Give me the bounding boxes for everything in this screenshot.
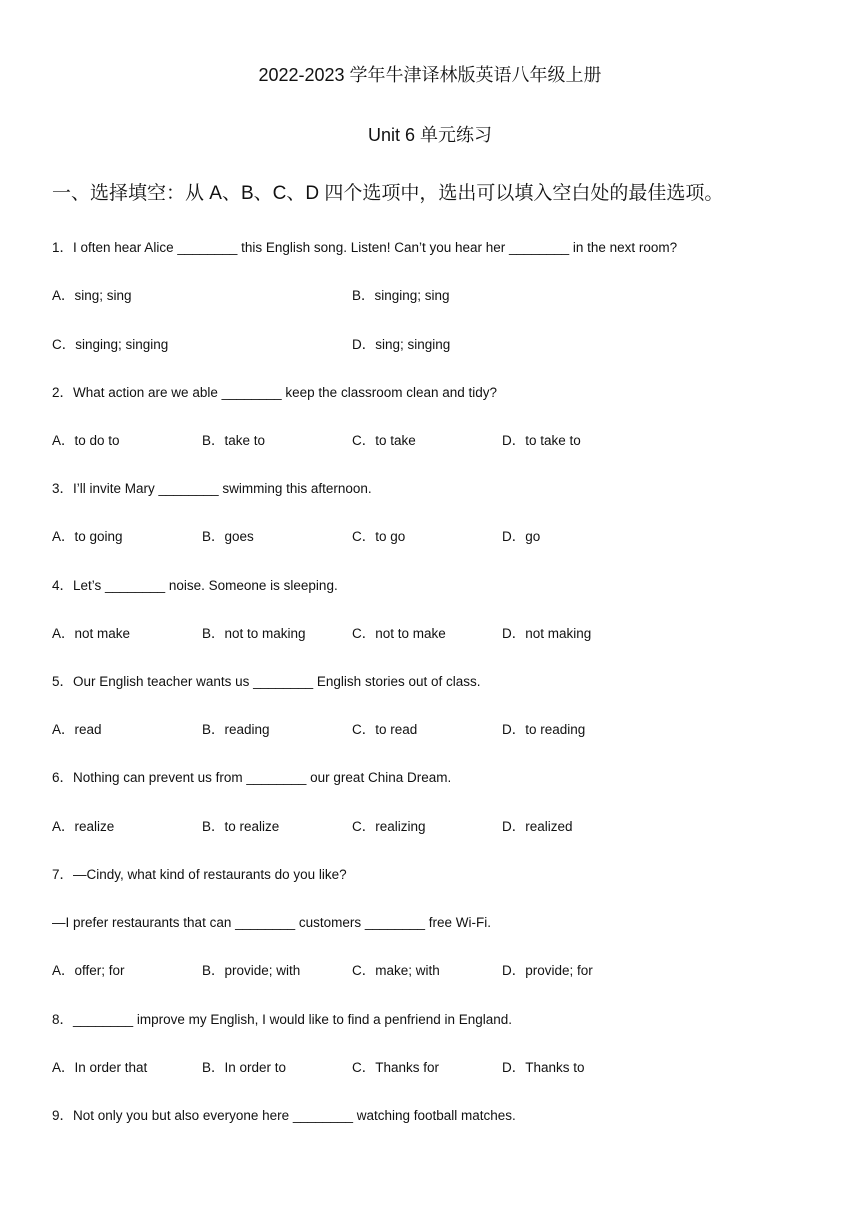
question-7-option-c: C．make; with [352, 963, 440, 978]
question-7-stem-reply: —I prefer restaurants that can ________ customers ________ free Wi-Fi. [52, 915, 491, 930]
question-2-option-a: A．to do to [52, 433, 120, 448]
question-6-stem: 6．Nothing can prevent us from ________ our great China Dream. [52, 770, 452, 785]
question-3-stem: 3．I’ll invite Mary ________ swimming this afternoon. [52, 481, 372, 496]
question-8-option-d: D．Thanks to [502, 1060, 585, 1075]
document-subtitle: Unit 6 单元练习 [367, 125, 493, 145]
question-7-option-d: D．provide; for [502, 963, 593, 978]
question-5-option-d: D．to reading [502, 722, 586, 737]
question-4-stem: 4．Let’s ________ noise. Someone is sleeping. [52, 578, 338, 593]
question-3-option-b: B．goes [202, 529, 254, 544]
question-1-stem: 1．I often hear Alice ________ this English song. Listen! Can’t you hear her ________ in the next room? [52, 240, 678, 255]
question-3-option-c: C．to go [352, 529, 406, 544]
question-2-stem: 2．What action are we able ________ keep the classroom clean and tidy? [52, 385, 498, 400]
question-1-option-d: D．sing; singing [352, 337, 451, 352]
question-7-stem: 7．—Cindy, what kind of restaurants do you like? [52, 867, 347, 882]
question-4-option-b: B．not to making [202, 626, 306, 641]
question-2-option-d: D．to take to [502, 433, 581, 448]
question-6-option-d: D．realized [502, 819, 573, 834]
question-6-option-b: B．to realize [202, 819, 280, 834]
question-2-option-c: C．to take [352, 433, 416, 448]
section-heading: 一、选择填空：从 A、B、C、D 四个选项中，选出可以填入空白处的最佳选项。 [52, 183, 724, 204]
question-6-option-c: C．realizing [352, 819, 426, 834]
question-6-option-a: A．realize [52, 819, 115, 834]
question-5-option-b: B．reading [202, 722, 270, 737]
question-5-option-a: A．read [52, 722, 102, 737]
question-9-stem: 9．Not only you but also everyone here ________ watching football matches. [52, 1108, 516, 1123]
question-4-option-d: D．not making [502, 626, 592, 641]
question-1-option-b: B．singing; sing [352, 288, 450, 303]
question-8-stem: 8．________ improve my English, I would like to find a penfriend in England. [52, 1012, 513, 1027]
question-1-option-a: A．sing; sing [52, 288, 132, 303]
question-5-stem: 5．Our English teacher wants us ________ English stories out of class. [52, 674, 481, 689]
question-5-option-c: C．to read [352, 722, 418, 737]
question-7-option-b: B．provide; with [202, 963, 301, 978]
question-8-option-a: A．In order that [52, 1060, 148, 1075]
question-4-option-a: A．not make [52, 626, 131, 641]
question-8-option-c: C．Thanks for [352, 1060, 440, 1075]
question-2-option-b: B．take to [202, 433, 266, 448]
question-1-option-c: C．singing; singing [52, 337, 169, 352]
question-3-option-a: A．to going [52, 529, 123, 544]
question-4-option-c: C．not to make [352, 626, 446, 641]
document-title: 2022-2023 学年牛津译林版英语八年级上册 [258, 65, 602, 85]
question-7-option-a: A．offer; for [52, 963, 125, 978]
question-8-option-b: B．In order to [202, 1060, 287, 1075]
question-3-option-d: D．go [502, 529, 541, 544]
